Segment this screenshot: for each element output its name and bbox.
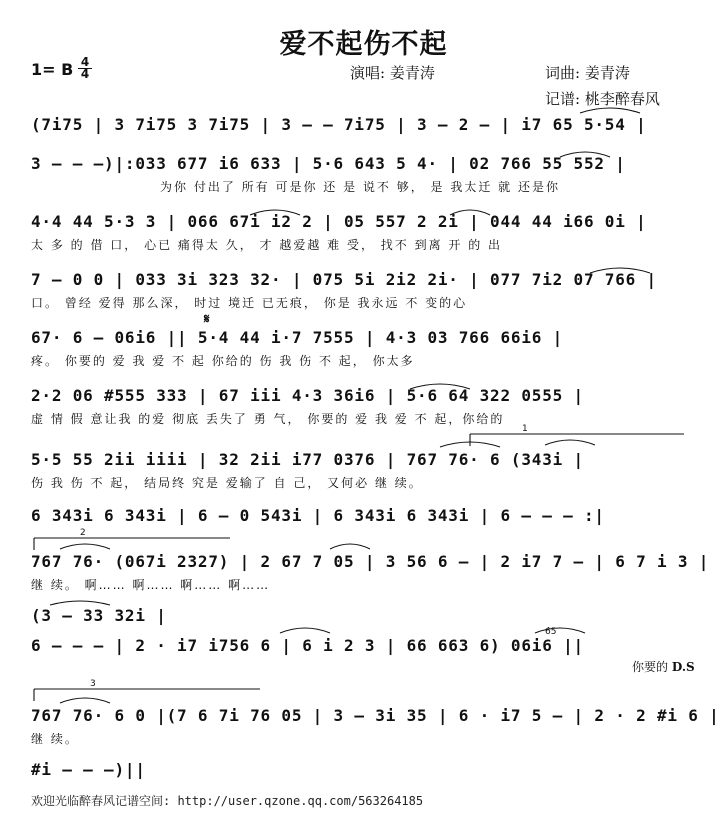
- credit-singer: 演唱: 姜青涛: [350, 64, 435, 82]
- credit-transcriber: 记谱: 桃李醉春风: [545, 90, 660, 108]
- tie-mark: [545, 440, 595, 445]
- tie-mark: [330, 544, 370, 549]
- tie-mark: [535, 628, 585, 633]
- ds-lyric: 你要的: [632, 660, 669, 674]
- time-signature-top: 4: [80, 55, 90, 69]
- notation-row-11: 767 76· 6 0 |(7 6 7i 76 05 | 3 – 3i 35 | 6 · i7 5 – | 2 · 2 #i 6 |: [31, 706, 720, 725]
- notation-row-9: 767 76· (067i 2327) | 2 67 7 05 | 3 56 6 – | 2 i7 7 – | 6 7 i 3 |: [31, 552, 710, 571]
- lyric-row-7: 伤 我 伤 不 起， 结局终 究是 爱输了 自 己， 又何必 继 续。: [31, 476, 423, 490]
- notation-row-2: 3 – – –)|:033 677 i6 633 | 5·6 643 5 4· | 02 766 55 552 |: [31, 154, 626, 173]
- lyric-row-6: 虚 情 假 意让我 的爱 彻底 丢失了 勇 气， 你要的 爱 我 爱 不 起，你给的: [31, 412, 505, 426]
- credit-writer: 词曲: 姜青涛: [545, 64, 630, 82]
- ds-marking: [632, 658, 695, 675]
- tie-mark: [60, 698, 110, 703]
- tie-mark: [280, 628, 330, 633]
- notation-row-5: 67· 6 – 06i6 || 5·4 44 i·7 7555 | 4·3 03 766 66i6 |: [31, 328, 564, 347]
- tie-mark: [60, 544, 110, 549]
- notation-row-10-upper: (3 – 33 32i |: [31, 606, 167, 625]
- lyric-row-3: 太 多 的 借 口， 心已 痛得太 久， 才 越爱越 难 受， 找不 到离 开 的 出: [31, 238, 503, 252]
- notation-row-7: 5·5 55 2ii iiii | 32 2ii i77 0376 | 767 76· 6 (343i |: [31, 450, 584, 469]
- segno-sign: 𝄋: [204, 312, 210, 327]
- notation-row-4: 7 – 0 0 | 033 3i 323 32· | 075 5i 2i2 2i· | 077 7i2 07 766 |: [31, 270, 657, 289]
- grace-note: 6̇5: [545, 627, 557, 637]
- footer-note: 欢迎光临醉春风记谱空间: http://user.qzone.qq.com/563264185: [31, 794, 424, 808]
- notation-row-3: 4·4 44 5·3 3 | 066 67i i2 2 | 05 557 2 2i | 044 44 i66 0i |: [31, 212, 647, 231]
- lyric-row-4: 口。 曾经 爱得 那么深， 时过 境迁 已无痕， 你是 我永远 不 变的心: [31, 296, 468, 310]
- song-title: 爱不起伤不起: [279, 29, 448, 60]
- notation-row-10: 6 – – – | 2 · i7 i756 6 | 6 i 2 3 | 66 663 6) 06i6 ||: [31, 636, 584, 655]
- lyric-row-2: 为你 付出了 所有 可是你 还 是 说不 够， 是 我太迁 就 还是你: [160, 180, 560, 194]
- time-signature: [78, 57, 92, 80]
- notation-row-6: 2·2 06 #555 333 | 67 iii 4·3 36i6 | 5·6 64 322 0555 |: [31, 386, 584, 405]
- notation-row-1: (7i75 | 3 7i75 3 7i75 | 3 – – 7i75 | 3 – 2 – | i7 65 5·54 |: [31, 115, 647, 134]
- volta-3-number: 3: [90, 679, 96, 689]
- time-signature-bottom: 4: [78, 68, 92, 80]
- key-signature: 1= B: [31, 60, 74, 79]
- volta-1-number: 1: [522, 424, 528, 434]
- lyric-row-11: 继 续。: [31, 732, 79, 746]
- volta-2-number: 2: [80, 528, 86, 538]
- tie-mark: [50, 601, 110, 605]
- ds-sign: D.S: [671, 660, 695, 674]
- notation-row-12: #i – – –)||: [31, 760, 146, 779]
- notation-row-8: 6 343i 6 343i | 6 – 0 543i | 6 343i 6 343i | 6 – – – :|: [31, 506, 605, 525]
- lyric-row-5: 疼。 你要的 爱 我 爱 不 起 你给的 伤 我 伤 不 起， 你太多: [31, 354, 415, 368]
- lyric-row-9: 继 续。 啊…… 啊…… 啊…… 啊……: [31, 578, 271, 592]
- tie-mark: [440, 442, 500, 447]
